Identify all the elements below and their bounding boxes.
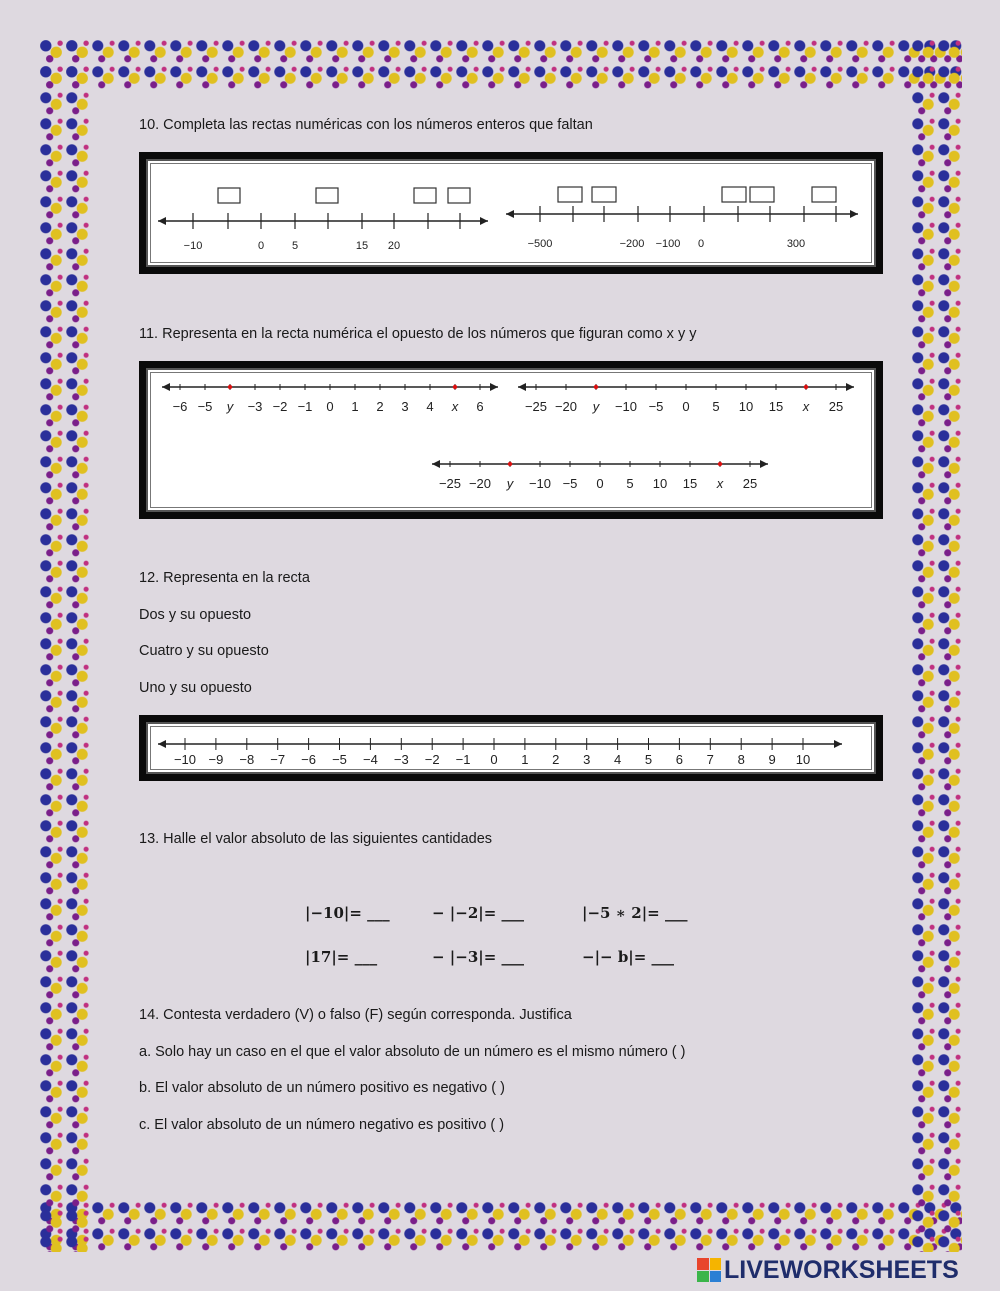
- q11-line3-tick-label: −5: [562, 476, 578, 491]
- q11-line2-tick-label: 15: [768, 399, 784, 414]
- q12-tick-label: 5: [644, 752, 653, 767]
- abs-expression-4[interactable]: |17|= ___: [305, 948, 378, 966]
- q11-line1-tick-label: 4: [426, 399, 434, 414]
- question-10-title: 10. Completa las rectas numéricas con los números enteros que faltan: [139, 117, 593, 133]
- q10-line2-answer-box: [812, 187, 836, 202]
- abs-expression-5[interactable]: − |−3|= ___: [432, 948, 524, 966]
- q11-line1-tick-label: −5: [197, 399, 213, 414]
- q11-line2-tick-label: −10: [614, 399, 638, 414]
- q11-line3-arrow-left: [432, 460, 440, 468]
- q10-line2-answer-box: [558, 187, 582, 202]
- question-14-item-a[interactable]: a. Solo hay un caso en el que el valor absoluto de un número es el mismo número ( ): [139, 1044, 686, 1060]
- q11-line1-point-y: [228, 385, 232, 389]
- q11-line2-point-y: [594, 385, 598, 389]
- question-12-item-one: Uno y su opuesto: [139, 680, 252, 696]
- question-12-item-four: Cuatro y su opuesto: [139, 643, 269, 659]
- q12-tick-label: 10: [795, 752, 811, 767]
- q11-line1-tick-label: x: [451, 399, 459, 414]
- q10-line2-answer-box: [592, 187, 616, 202]
- q12-line-arrow-right: [834, 740, 842, 748]
- q12-tick-label: −9: [208, 752, 224, 767]
- question-14-item-b[interactable]: b. El valor absoluto de un número positivo es negativo ( ): [139, 1080, 505, 1096]
- q12-tick-label: 9: [768, 752, 776, 767]
- q11-line3-point-y: [508, 462, 512, 466]
- abs-expression-3[interactable]: |−5 ∗ 2|= ___: [582, 904, 688, 922]
- question-14-title: 14. Contesta verdadero (V) o falso (F) según corresponda. Justifica: [139, 1007, 572, 1023]
- q11-line2-arrow-right: [846, 383, 854, 391]
- q11-line3-tick-label: −10: [528, 476, 552, 491]
- q10-line1-answer-box: [414, 188, 436, 203]
- q10-line2-tick-label: −500: [527, 238, 553, 250]
- q12-tick-label: −6: [301, 752, 317, 767]
- q11-line2-point-x: [804, 385, 808, 389]
- q11-line1-tick-label: −3: [247, 399, 263, 414]
- liveworksheets-logo: [697, 1255, 959, 1285]
- logo-mark-icon: [697, 1258, 721, 1282]
- q11-line2-tick-label: 10: [738, 399, 754, 414]
- q10-line2-tick-label: 300: [786, 238, 806, 250]
- question-14-item-c[interactable]: c. El valor absoluto de un número negativo es positivo ( ): [139, 1117, 505, 1133]
- q11-line2-tick-label: 5: [712, 399, 720, 414]
- question-12-title: 12. Representa en la recta: [139, 570, 310, 586]
- q10-line2-tick-label: −100: [655, 238, 681, 250]
- abs-expression-1[interactable]: |−10|= ___: [305, 904, 390, 922]
- q10-line1-arrow-right: [480, 217, 488, 225]
- q11-line2-tick-label: −5: [648, 399, 664, 414]
- decorative-border-bottom: [38, 1200, 962, 1252]
- q10-line1-tick-label: 20: [387, 240, 401, 252]
- decorative-border-left: [38, 38, 90, 1252]
- decorative-border-top: [38, 38, 962, 90]
- q10-line2-answer-box: [750, 187, 774, 202]
- q10-line1-answer-box: [316, 188, 338, 203]
- q11-line2-tick-label: x: [802, 399, 810, 414]
- number-line-12: [148, 724, 874, 772]
- q11-line2-tick-label: −25: [524, 399, 548, 414]
- logo-text: LIVEWORKSHEETS: [724, 1255, 959, 1284]
- question-10-number-lines: [139, 152, 883, 274]
- q11-line1-tick-label: 0: [326, 399, 334, 414]
- q11-line1-tick-label: 6: [476, 399, 484, 414]
- q11-line1-arrow-right: [490, 383, 498, 391]
- q10-line1-tick-label: 0: [257, 240, 265, 252]
- q11-line3-point-x: [718, 462, 722, 466]
- question-11-title: 11. Representa en la recta numérica el opuesto de los números que figuran como x y y: [139, 326, 697, 342]
- q12-tick-label: −5: [332, 752, 347, 767]
- q11-line3-tick-label: 25: [742, 476, 758, 491]
- q11-line3-tick-label: y: [506, 476, 514, 491]
- q11-line3-arrow-right: [760, 460, 768, 468]
- q11-line2-tick-label: −20: [554, 399, 578, 414]
- q11-line3-tick-label: 0: [596, 476, 604, 491]
- q10-line2-answer-box: [722, 187, 746, 202]
- number-lines-11: [148, 370, 874, 510]
- q10-line2-tick-label: 0: [697, 238, 705, 250]
- q12-tick-label: −3: [393, 752, 409, 767]
- q11-line1-arrow-left: [162, 383, 170, 391]
- abs-expression-6[interactable]: −|− b|= ___: [582, 948, 675, 966]
- q12-tick-label: −2: [424, 752, 440, 767]
- q10-line2-tick-label: −200: [619, 238, 645, 250]
- decorative-border-right: [910, 38, 962, 1252]
- q11-line1-tick-label: −6: [172, 399, 188, 414]
- q10-line1-tick-label: −10: [183, 240, 203, 252]
- q12-tick-label: −7: [270, 752, 286, 767]
- q12-tick-label: 8: [737, 752, 745, 767]
- q12-tick-label: −8: [239, 752, 255, 767]
- abs-expression-2[interactable]: − |−2|= ___: [432, 904, 524, 922]
- number-lines-10: [148, 161, 874, 265]
- q11-line2-tick-label: y: [592, 399, 600, 414]
- q11-line3-tick-label: −25: [438, 476, 462, 491]
- q11-line1-point-x: [453, 385, 457, 389]
- q10-line1-answer-box: [448, 188, 470, 203]
- q12-tick-label: 7: [706, 752, 714, 767]
- q11-line1-tick-label: 1: [351, 399, 359, 414]
- q10-line2-arrow-left: [506, 210, 514, 218]
- q11-line2-tick-label: 0: [682, 399, 690, 414]
- q10-line1-answer-box: [218, 188, 240, 203]
- q11-line3-tick-label: 15: [682, 476, 698, 491]
- question-12-item-two: Dos y su opuesto: [139, 607, 252, 623]
- q11-line1-tick-label: −2: [272, 399, 288, 414]
- q12-tick-label: 1: [521, 752, 529, 767]
- q11-line1-tick-label: −1: [297, 399, 313, 414]
- q10-line2-arrow-right: [850, 210, 858, 218]
- q11-line1-tick-label: 3: [401, 399, 409, 414]
- q11-line3-tick-label: 5: [626, 476, 634, 491]
- q11-line3-tick-label: 10: [652, 476, 668, 491]
- q12-tick-label: −10: [173, 752, 197, 767]
- q11-line3-tick-label: −20: [468, 476, 492, 491]
- question-13-title: 13. Halle el valor absoluto de las siguientes cantidades: [139, 831, 493, 847]
- q12-line-arrow-left: [158, 740, 166, 748]
- question-11-number-lines: [139, 361, 883, 519]
- q10-line1-arrow-left: [158, 217, 166, 225]
- q11-line1-tick-label: y: [226, 399, 234, 414]
- q12-tick-label: 6: [675, 752, 684, 767]
- q12-tick-label: 3: [583, 752, 591, 767]
- q10-line1-tick-label: 5: [291, 240, 299, 252]
- q12-tick-label: 0: [490, 752, 498, 767]
- q11-line2-tick-label: 25: [828, 399, 844, 414]
- q12-tick-label: −4: [362, 752, 378, 767]
- q11-line2-arrow-left: [518, 383, 526, 391]
- question-12-number-line: [139, 715, 883, 781]
- q11-line3-tick-label: x: [716, 476, 724, 491]
- q11-line1-tick-label: 2: [376, 399, 384, 414]
- q10-line1-tick-label: 15: [355, 240, 369, 252]
- q12-tick-label: 4: [613, 752, 622, 767]
- q12-tick-label: −1: [455, 752, 471, 767]
- q12-tick-label: 2: [552, 752, 560, 767]
